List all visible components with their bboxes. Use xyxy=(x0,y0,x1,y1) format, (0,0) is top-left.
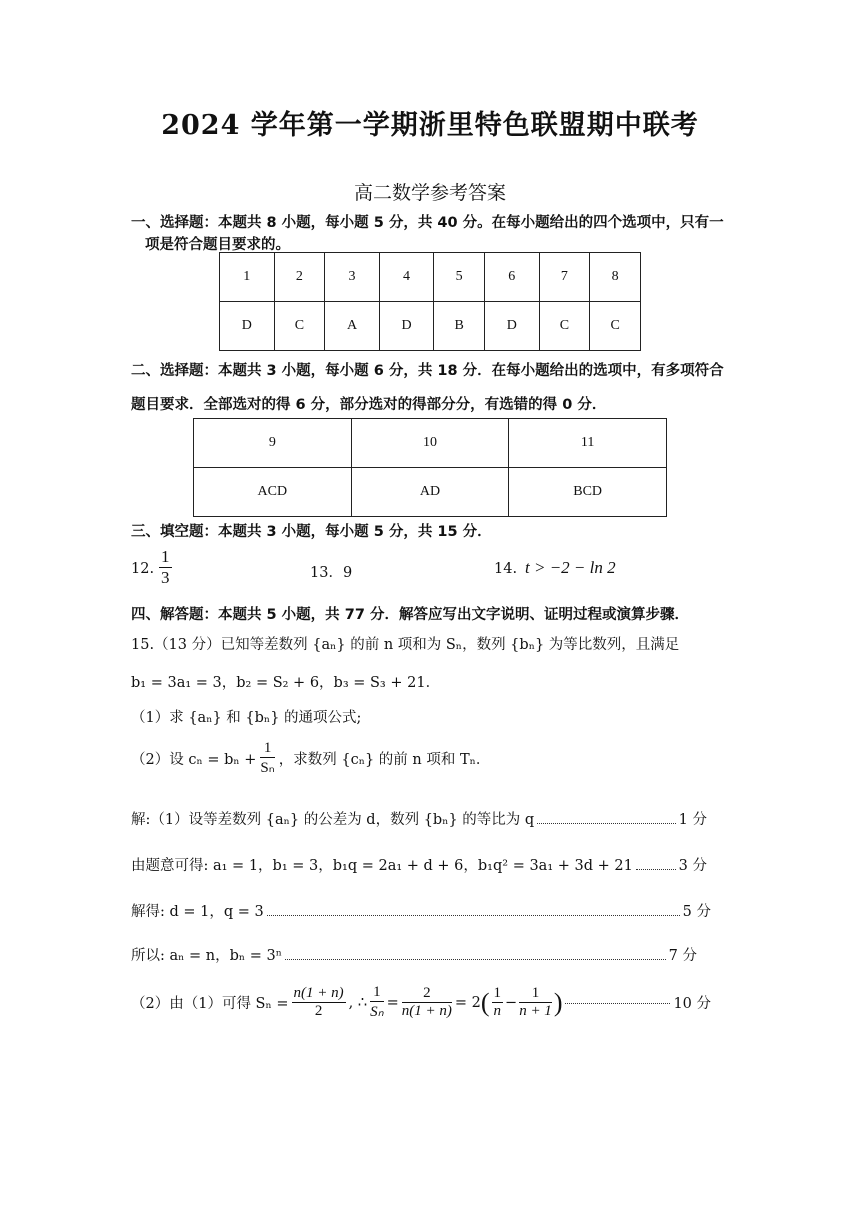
section2-answer-table xyxy=(193,418,667,517)
fraction-denominator: n xyxy=(493,1003,502,1019)
question-number-cell: 8 xyxy=(590,253,641,302)
q15-part2-fraction xyxy=(260,740,274,777)
question-number-cell: 4 xyxy=(379,253,434,302)
section1-heading: 一、选择题：本题共 8 小题，每小题 5 分，共 40 分。在每小题给出的四个选项中，只有一 xyxy=(131,215,724,231)
score-label: 3 分 xyxy=(678,858,707,874)
answer-cell: D xyxy=(220,302,275,351)
answer-cell: A xyxy=(325,302,380,351)
question-number-cell: 6 xyxy=(485,253,540,302)
table-row xyxy=(194,468,667,517)
q13-answer: 13．9 xyxy=(310,565,353,581)
fraction-numerator: 1 xyxy=(370,984,383,1002)
solution-text: = 2 xyxy=(454,994,481,1011)
section3-heading: 三、填空题：本题共 3 小题，每小题 5 分，共 15 分． xyxy=(131,524,492,540)
fraction-numerator: n(1 + n) xyxy=(293,985,344,1001)
solution-line-4 xyxy=(131,944,697,965)
score-label: 7 分 xyxy=(668,948,697,964)
q12-numerator: 1 xyxy=(161,547,170,566)
question-number-cell: 1 xyxy=(220,253,275,302)
q14-answer: t > −2 − ln 2 xyxy=(525,558,616,577)
answer-cell: C xyxy=(274,302,325,351)
answer-cell: AD xyxy=(351,468,509,517)
solution-line-1 xyxy=(131,808,707,829)
dotted-leader xyxy=(285,944,666,960)
solution-line-3 xyxy=(131,900,711,921)
q15-part2 xyxy=(131,740,490,777)
score-label: 1 分 xyxy=(678,812,707,828)
q15-part1: （1）求 {aₙ} 和 {bₙ} 的通项公式; xyxy=(131,710,362,726)
solution-text: 所以: aₙ = n，bₙ = 3ⁿ xyxy=(131,948,283,964)
fraction xyxy=(492,985,504,1020)
solution-text: 解:（1）设等差数列 {aₙ} 的公差为 d，数列 {bₙ} 的等比为 q xyxy=(131,812,535,828)
q15-statement: 15.（13 分）已知等差数列 {aₙ} 的前 n 项和为 Sₙ，数列 {bₙ} 为等比数列，且满足 xyxy=(131,637,680,653)
solution-line-5 xyxy=(131,984,711,1021)
solution-text: − xyxy=(505,994,518,1011)
answer-cell: C xyxy=(539,302,590,351)
solution-text: 解得: d = 1，q = 3 xyxy=(131,904,264,920)
score-label: 10 分 xyxy=(673,996,711,1012)
page-subtitle: 高二数学参考答案 xyxy=(353,182,506,204)
question-number-cell: 3 xyxy=(325,253,380,302)
fraction-denominator: Sₙ xyxy=(260,760,275,776)
fraction-numerator: 1 xyxy=(519,985,552,1003)
section4-heading: 四、解答题：本题共 5 小题，共 77 分．解答应写出文字说明、证明过程或演算步骤． xyxy=(131,607,689,623)
fraction xyxy=(519,985,552,1020)
question-number-cell: 11 xyxy=(509,419,667,468)
score-label: 5 分 xyxy=(682,904,711,920)
fraction-numerator: 1 xyxy=(260,740,274,758)
question-number-cell: 9 xyxy=(194,419,352,468)
fraction-denominator: n + 1 xyxy=(519,1003,552,1019)
solution-text: 由题意可得: a₁ = 1，b₁ = 3，b₁q = 2a₁ + d + 6，b₁q² = 3a₁ + 3d + 21 xyxy=(131,858,633,874)
solution-line-2 xyxy=(131,854,707,875)
solution-text: = xyxy=(386,994,399,1011)
q12-label: 12. xyxy=(131,561,155,577)
section1-heading-cont: 项是符合题目要求的。 xyxy=(145,237,290,253)
answer-cell: BCD xyxy=(509,468,667,517)
dotted-leader xyxy=(636,854,676,870)
section2-heading: 二、选择题：本题共 3 小题，每小题 6 分，共 18 分．在每小题给出的选项中，有多项符合 xyxy=(131,363,724,379)
fraction xyxy=(292,985,346,1020)
solution-text: , ∴ xyxy=(348,994,368,1011)
page-title: 2024 学年第一学期浙里特色联盟期中联考 xyxy=(161,110,699,141)
fraction xyxy=(402,985,452,1020)
answer-cell: B xyxy=(434,302,485,351)
table-row xyxy=(220,253,641,302)
solution-text: （2）由（1）可得 Sₙ = xyxy=(131,996,289,1012)
fraction-denominator: n(1 + n) xyxy=(401,1003,452,1019)
section1-answer-table xyxy=(219,252,641,351)
table-row xyxy=(220,302,641,351)
answer-cell: D xyxy=(485,302,540,351)
dotted-leader xyxy=(565,1002,670,1004)
q15-part2-post: ，求数列 {cₙ} 的前 n 项和 Tₙ． xyxy=(278,752,491,768)
question-number-cell: 7 xyxy=(539,253,590,302)
left-paren-glyph: ( xyxy=(480,987,490,1017)
fraction-denominator: 2 xyxy=(314,1003,323,1019)
right-paren-glyph: ) xyxy=(553,987,563,1017)
fraction xyxy=(370,984,383,1021)
fraction-numerator: 1 xyxy=(493,985,502,1001)
question-number-cell: 10 xyxy=(351,419,509,468)
table-row xyxy=(194,419,667,468)
fraction-denominator: Sₙ xyxy=(370,1004,384,1020)
q14-label: 14. xyxy=(494,561,518,577)
question-number-cell: 5 xyxy=(434,253,485,302)
answer-cell: ACD xyxy=(194,468,352,517)
dotted-leader xyxy=(267,900,680,916)
answer-cell: C xyxy=(590,302,641,351)
dotted-leader xyxy=(537,808,675,824)
q12-denominator: 3 xyxy=(161,568,170,587)
section2-heading-cont: 题目要求．全部选对的得 6 分，部分选对的得部分分，有选错的得 0 分． xyxy=(131,397,607,413)
question-number-cell: 2 xyxy=(274,253,325,302)
q15-condition: b₁ = 3a₁ = 3，b₂ = S₂ + 6，b₃ = S₃ + 21． xyxy=(131,675,441,691)
fraction-numerator: 2 xyxy=(402,985,452,1003)
answer-cell: D xyxy=(379,302,434,351)
q15-part2-pre: （2）设 cₙ = bₙ + xyxy=(131,752,257,768)
q12-answer-fraction xyxy=(159,547,172,588)
